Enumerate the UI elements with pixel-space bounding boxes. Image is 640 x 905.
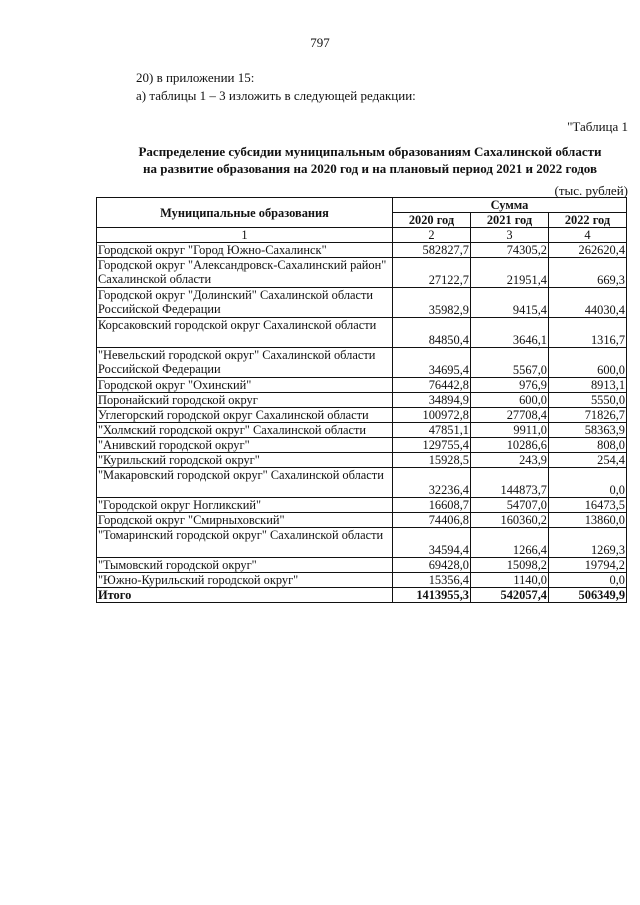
table-row <box>97 243 627 258</box>
value-2020: 35982,9 <box>393 288 471 318</box>
value-2020: 34894,9 <box>393 393 471 408</box>
value-2020: 15928,5 <box>393 453 471 468</box>
table-row <box>97 528 627 558</box>
total-2020: 1413955,3 <box>393 588 471 603</box>
value-2020: 34594,4 <box>393 528 471 558</box>
value-2021: 21951,4 <box>471 258 549 288</box>
column-header-year: 2022 год <box>549 213 627 228</box>
total-label: Итого <box>97 588 393 603</box>
value-2021: 10286,6 <box>471 438 549 453</box>
value-2021: 976,9 <box>471 378 549 393</box>
table-row <box>97 348 627 378</box>
value-2020: 47851,1 <box>393 423 471 438</box>
value-2021: 5567,0 <box>471 348 549 378</box>
municipality-name: "Курильский городской округ" <box>97 453 393 468</box>
value-2020: 32236,4 <box>393 468 471 498</box>
table-row <box>97 288 627 318</box>
column-header-municipalities: Муниципальные образования <box>97 198 393 228</box>
table-heading <box>90 143 640 177</box>
value-2021: 160360,2 <box>471 513 549 528</box>
total-2022: 506349,9 <box>549 588 627 603</box>
table-heading-line-2: на развитие образования на 2020 год и на плановый период 2021 и 2022 годов <box>143 161 597 176</box>
value-2022: 44030,4 <box>549 288 627 318</box>
value-2020: 34695,4 <box>393 348 471 378</box>
table-row <box>97 453 627 468</box>
value-2022: 669,3 <box>549 258 627 288</box>
table-row <box>97 378 627 393</box>
intro-line-1: 20) в приложении 15: <box>136 70 255 85</box>
table-row <box>97 423 627 438</box>
value-2021: 1266,4 <box>471 528 549 558</box>
column-header-year: 2021 год <box>471 213 549 228</box>
value-2020: 27122,7 <box>393 258 471 288</box>
municipality-name: Корсаковский городской округ Сахалинской области <box>97 318 393 348</box>
value-2022: 8913,1 <box>549 378 627 393</box>
municipality-name: "Холмский городской округ" Сахалинской области <box>97 423 393 438</box>
column-header-sum: Сумма <box>393 198 627 213</box>
value-2021: 144873,7 <box>471 468 549 498</box>
value-2022: 808,0 <box>549 438 627 453</box>
total-row <box>97 588 627 603</box>
value-2022: 1269,3 <box>549 528 627 558</box>
value-2022: 600,0 <box>549 348 627 378</box>
municipality-name: "Южно-Курильский городской округ" <box>97 573 393 588</box>
table-row <box>97 408 627 423</box>
value-2020: 76442,8 <box>393 378 471 393</box>
total-2021: 542057,4 <box>471 588 549 603</box>
table-row <box>97 393 627 408</box>
value-2020: 15356,4 <box>393 573 471 588</box>
value-2021: 3646,1 <box>471 318 549 348</box>
subsidy-table <box>96 197 627 603</box>
column-index: 1 <box>97 228 393 243</box>
value-2021: 74305,2 <box>471 243 549 258</box>
municipality-name: "Томаринский городской округ" Сахалинской области <box>97 528 393 558</box>
table-row <box>97 558 627 573</box>
value-2021: 1140,0 <box>471 573 549 588</box>
municipality-name: "Городской округ Ногликский" <box>97 498 393 513</box>
value-2022: 0,0 <box>549 573 627 588</box>
value-2022: 262620,4 <box>549 243 627 258</box>
municipality-name: Городской округ "Охинский" <box>97 378 393 393</box>
column-index: 3 <box>471 228 549 243</box>
table-label: "Таблица 1 <box>567 119 628 134</box>
value-2022: 58363,9 <box>549 423 627 438</box>
municipality-name: Городской округ "Смирныховский" <box>97 513 393 528</box>
value-2021: 9415,4 <box>471 288 549 318</box>
value-2020: 16608,7 <box>393 498 471 513</box>
municipality-name: "Анивский городской округ" <box>97 438 393 453</box>
value-2021: 9911,0 <box>471 423 549 438</box>
value-2021: 27708,4 <box>471 408 549 423</box>
table-row <box>97 318 627 348</box>
value-2022: 16473,5 <box>549 498 627 513</box>
value-2020: 84850,4 <box>393 318 471 348</box>
intro-line-2: а) таблицы 1 – 3 изложить в следующей редакции: <box>136 88 416 103</box>
municipality-name: "Макаровский городской округ" Сахалинской области <box>97 468 393 498</box>
municipality-name: Городской округ "Город Южно-Сахалинск" <box>97 243 393 258</box>
column-header-year: 2020 год <box>393 213 471 228</box>
table-row <box>97 513 627 528</box>
table-row <box>97 498 627 513</box>
value-2022: 13860,0 <box>549 513 627 528</box>
value-2022: 71826,7 <box>549 408 627 423</box>
table-heading-line-1: Распределение субсидии муниципальным образованиям Сахалинской области <box>138 144 602 159</box>
value-2020: 129755,4 <box>393 438 471 453</box>
municipality-name: "Невельский городской округ" Сахалинской области Российской Федерации <box>97 348 393 378</box>
value-2021: 243,9 <box>471 453 549 468</box>
value-2020: 582827,7 <box>393 243 471 258</box>
units-note: (тыс. рублей) <box>554 183 628 198</box>
value-2020: 100972,8 <box>393 408 471 423</box>
value-2022: 0,0 <box>549 468 627 498</box>
value-2021: 54707,0 <box>471 498 549 513</box>
municipality-name: Городской округ "Долинский" Сахалинской области Российской Федерации <box>97 288 393 318</box>
municipality-name: "Тымовский городской округ" <box>97 558 393 573</box>
value-2020: 69428,0 <box>393 558 471 573</box>
table-row <box>97 573 627 588</box>
value-2022: 254,4 <box>549 453 627 468</box>
municipality-name: Углегорский городской округ Сахалинской области <box>97 408 393 423</box>
table-row <box>97 258 627 288</box>
value-2021: 600,0 <box>471 393 549 408</box>
value-2022: 5550,0 <box>549 393 627 408</box>
value-2022: 1316,7 <box>549 318 627 348</box>
table-row <box>97 438 627 453</box>
column-index: 2 <box>393 228 471 243</box>
table-row <box>97 468 627 498</box>
municipality-name: Городской округ "Александровск-Сахалинский район" Сахалинской области <box>97 258 393 288</box>
municipality-name: Поронайский городской округ <box>97 393 393 408</box>
value-2021: 15098,2 <box>471 558 549 573</box>
value-2022: 19794,2 <box>549 558 627 573</box>
column-index: 4 <box>549 228 627 243</box>
value-2020: 74406,8 <box>393 513 471 528</box>
page-number: 797 <box>310 35 330 50</box>
